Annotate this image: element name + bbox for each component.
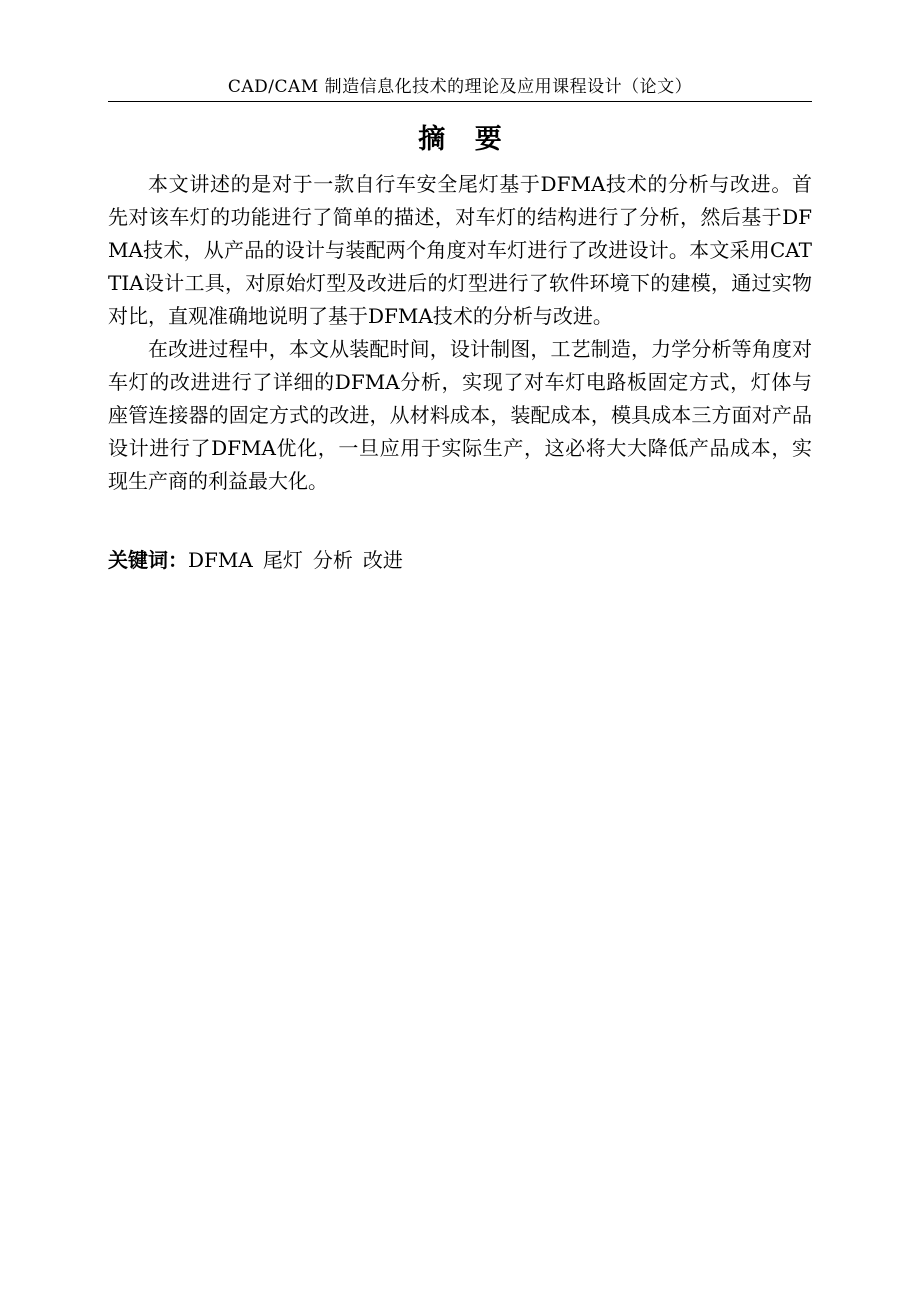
keyword-item: DFMA [188,548,253,572]
abstract-paragraph-1: 本文讲述的是对于一款自行车安全尾灯基于DFMA技术的分析与改进。首先对该车灯的功能进行了简单的描述，对车灯的结构进行了分析，然后基于DFMA技术，从产品的设计与装配两个角度对车灯进行了改进设计。本文采用CATTIA设计工具，对原始灯型及改进后的灯型进行了软件环境下的建模，通过实物对比，直观准确地说明了基于DFMA技术的分析与改进。 [108,172,812,328]
keywords-line [108,546,812,574]
keywords-label: 关键词： [108,548,188,572]
keyword-item: 尾灯 [262,548,303,572]
abstract-paragraph-2: 在改进过程中，本文从装配时间，设计制图，工艺制造，力学分析等角度对车灯的改进进行了详细的DFMA分析，实现了对车灯电路板固定方式，灯体与座管连接器的固定方式的改进，从材料成本，装配成本，模具成本三方面对产品设计进行了DFMA优化，一旦应用于实际生产，这必将大大降低产品成本，实现生产商的利益最大化。 [108,337,812,493]
keyword-item: 分析 [312,548,353,572]
keyword-item: 改进 [362,548,403,572]
abstract-title: 摘 要 [418,124,512,155]
abstract-body [108,168,812,498]
header-rule [108,101,812,102]
running-header: CAD/CAM 制造信息化技术的理论及应用课程设计（论文） [227,77,693,97]
